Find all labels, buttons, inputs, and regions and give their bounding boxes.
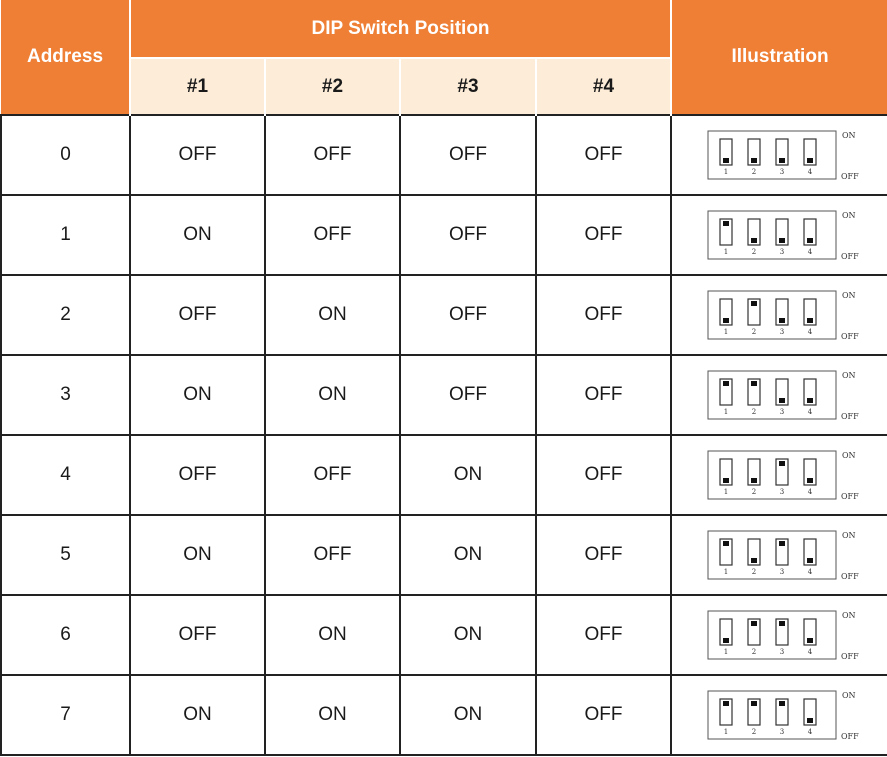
switch-2-position-cell: ON — [265, 355, 400, 435]
switch-3-knob-off — [779, 238, 785, 243]
switch-2-position-cell: ON — [265, 595, 400, 675]
switch-4-number-label: 4 — [807, 168, 813, 176]
switch-3-position-cell: ON — [400, 595, 536, 675]
dip-switch-illustration — [700, 125, 860, 185]
address-cell: 4 — [1, 435, 130, 515]
switch-1-number-label: 1 — [723, 168, 729, 176]
switch-1-knob-on — [723, 221, 729, 226]
switch-1-position-cell: ON — [130, 515, 265, 595]
switch-1-knob-on — [723, 381, 729, 386]
switch-4-number-label: 4 — [807, 328, 813, 336]
address-cell: 5 — [1, 515, 130, 595]
switch-2-number-label: 2 — [751, 168, 757, 176]
switch-2-knob-off — [751, 558, 757, 563]
switch-1-knob-off — [723, 158, 729, 163]
switch-4-number-label: 4 — [807, 728, 813, 736]
switch-3-header: #3 — [400, 58, 536, 115]
switch-3-knob-on — [779, 461, 785, 466]
table-row — [1, 675, 887, 755]
table-row — [1, 435, 887, 515]
switch-2-knob-on — [751, 381, 757, 386]
switch-2-knob-off — [751, 478, 757, 483]
table-body — [1, 115, 887, 755]
switch-4-position-cell: OFF — [536, 355, 671, 435]
dip-switch-illustration — [700, 605, 860, 665]
switch-2-number-label: 2 — [751, 248, 757, 256]
dip-switch-illustration — [700, 205, 860, 265]
dip-switch-position-header: DIP Switch Position — [130, 0, 671, 58]
switch-4-position-cell: OFF — [536, 675, 671, 755]
dip-switch-illustration — [700, 445, 860, 505]
switch-4-knob-off — [807, 318, 813, 323]
dip-switch-illustration — [700, 365, 860, 425]
switch-2-position-cell: OFF — [265, 515, 400, 595]
switch-1-position-cell: ON — [130, 675, 265, 755]
switch-2-position-cell: ON — [265, 675, 400, 755]
switch-4-position-cell: OFF — [536, 115, 671, 195]
address-cell: 6 — [1, 595, 130, 675]
switch-3-position-cell: OFF — [400, 115, 536, 195]
switch-1-knob-on — [723, 701, 729, 706]
off-label: OFF — [841, 492, 859, 501]
switch-2-position-cell: OFF — [265, 435, 400, 515]
switch-1-number-label: 1 — [723, 408, 729, 416]
switch-2-position-cell: OFF — [265, 115, 400, 195]
table-row — [1, 515, 887, 595]
off-label: OFF — [841, 172, 859, 181]
address-header: Address — [1, 0, 130, 115]
switch-2-knob-on — [751, 701, 757, 706]
table-row — [1, 355, 887, 435]
illustration-cell — [671, 275, 887, 355]
switch-1-knob-off — [723, 638, 729, 643]
switch-2-knob-on — [751, 621, 757, 626]
switch-3-position-cell: OFF — [400, 355, 536, 435]
switch-1-position-cell: ON — [130, 195, 265, 275]
switch-4-header: #4 — [536, 58, 671, 115]
illustration-cell — [671, 515, 887, 595]
dip-switch-illustration — [700, 685, 860, 745]
switch-3-number-label: 3 — [779, 408, 785, 416]
switch-4-number-label: 4 — [807, 248, 813, 256]
switch-2-knob-off — [751, 238, 757, 243]
switch-1-knob-off — [723, 318, 729, 323]
switch-4-knob-off — [807, 238, 813, 243]
switch-4-number-label: 4 — [807, 568, 813, 576]
switch-4-position-cell: OFF — [536, 435, 671, 515]
off-label: OFF — [841, 412, 859, 421]
switch-1-number-label: 1 — [723, 488, 729, 496]
address-cell: 2 — [1, 275, 130, 355]
switch-4-position-cell: OFF — [536, 275, 671, 355]
switch-4-number-label: 4 — [807, 648, 813, 656]
on-label: ON — [842, 531, 856, 540]
illustration-cell — [671, 355, 887, 435]
table-row — [1, 595, 887, 675]
table-row — [1, 275, 887, 355]
off-label: OFF — [841, 652, 859, 661]
switch-1-number-label: 1 — [723, 248, 729, 256]
off-label: OFF — [841, 572, 859, 581]
illustration-cell — [671, 435, 887, 515]
off-label: OFF — [841, 252, 859, 261]
switch-3-number-label: 3 — [779, 168, 785, 176]
dip-switch-illustration — [700, 285, 860, 345]
switch-4-knob-off — [807, 398, 813, 403]
switch-2-number-label: 2 — [751, 408, 757, 416]
illustration-cell — [671, 115, 887, 195]
switch-3-knob-off — [779, 398, 785, 403]
switch-2-knob-on — [751, 301, 757, 306]
switch-3-knob-on — [779, 621, 785, 626]
switch-4-position-cell: OFF — [536, 195, 671, 275]
switch-1-number-label: 1 — [723, 728, 729, 736]
switch-4-knob-off — [807, 558, 813, 563]
table-row — [1, 195, 887, 275]
on-label: ON — [842, 211, 856, 220]
address-cell: 1 — [1, 195, 130, 275]
switch-3-position-cell: ON — [400, 435, 536, 515]
switch-2-number-label: 2 — [751, 328, 757, 336]
on-label: ON — [842, 291, 856, 300]
switch-3-knob-on — [779, 701, 785, 706]
switch-3-number-label: 3 — [779, 728, 785, 736]
switch-2-number-label: 2 — [751, 728, 757, 736]
illustration-cell — [671, 595, 887, 675]
switch-1-number-label: 1 — [723, 568, 729, 576]
table-row — [1, 115, 887, 195]
switch-3-number-label: 3 — [779, 568, 785, 576]
on-label: ON — [842, 691, 856, 700]
switch-4-number-label: 4 — [807, 408, 813, 416]
switch-4-knob-off — [807, 158, 813, 163]
switch-3-number-label: 3 — [779, 648, 785, 656]
switch-1-number-label: 1 — [723, 328, 729, 336]
switch-2-number-label: 2 — [751, 648, 757, 656]
switch-1-position-cell: OFF — [130, 275, 265, 355]
on-label: ON — [842, 131, 856, 140]
switch-3-position-cell: ON — [400, 515, 536, 595]
on-label: ON — [842, 451, 856, 460]
on-label: ON — [842, 371, 856, 380]
illustration-cell — [671, 195, 887, 275]
switch-1-position-cell: OFF — [130, 435, 265, 515]
switch-1-number-label: 1 — [723, 648, 729, 656]
switch-4-position-cell: OFF — [536, 595, 671, 675]
switch-3-number-label: 3 — [779, 328, 785, 336]
on-label: ON — [842, 611, 856, 620]
off-label: OFF — [841, 332, 859, 341]
switch-3-knob-on — [779, 541, 785, 546]
switch-3-knob-off — [779, 158, 785, 163]
switch-1-knob-on — [723, 541, 729, 546]
switch-2-number-label: 2 — [751, 568, 757, 576]
switch-2-position-cell: OFF — [265, 195, 400, 275]
switch-2-number-label: 2 — [751, 488, 757, 496]
switch-4-knob-off — [807, 718, 813, 723]
illustration-header: Illustration — [671, 0, 887, 115]
switch-1-position-cell: OFF — [130, 115, 265, 195]
address-cell: 7 — [1, 675, 130, 755]
address-cell: 3 — [1, 355, 130, 435]
switch-1-header: #1 — [130, 58, 265, 115]
switch-3-position-cell: ON — [400, 675, 536, 755]
switch-3-knob-off — [779, 318, 785, 323]
switch-4-knob-off — [807, 638, 813, 643]
switch-4-knob-off — [807, 478, 813, 483]
off-label: OFF — [841, 732, 859, 741]
switch-3-position-cell: OFF — [400, 275, 536, 355]
switch-3-position-cell: OFF — [400, 195, 536, 275]
switch-2-header: #2 — [265, 58, 400, 115]
dip-switch-illustration — [700, 525, 860, 585]
switch-1-knob-off — [723, 478, 729, 483]
switch-2-position-cell: ON — [265, 275, 400, 355]
switch-4-number-label: 4 — [807, 488, 813, 496]
address-cell: 0 — [1, 115, 130, 195]
switch-1-position-cell: ON — [130, 355, 265, 435]
switch-3-number-label: 3 — [779, 248, 785, 256]
switch-2-knob-off — [751, 158, 757, 163]
illustration-cell — [671, 675, 887, 755]
switch-3-number-label: 3 — [779, 488, 785, 496]
switch-4-position-cell: OFF — [536, 515, 671, 595]
switch-1-position-cell: OFF — [130, 595, 265, 675]
